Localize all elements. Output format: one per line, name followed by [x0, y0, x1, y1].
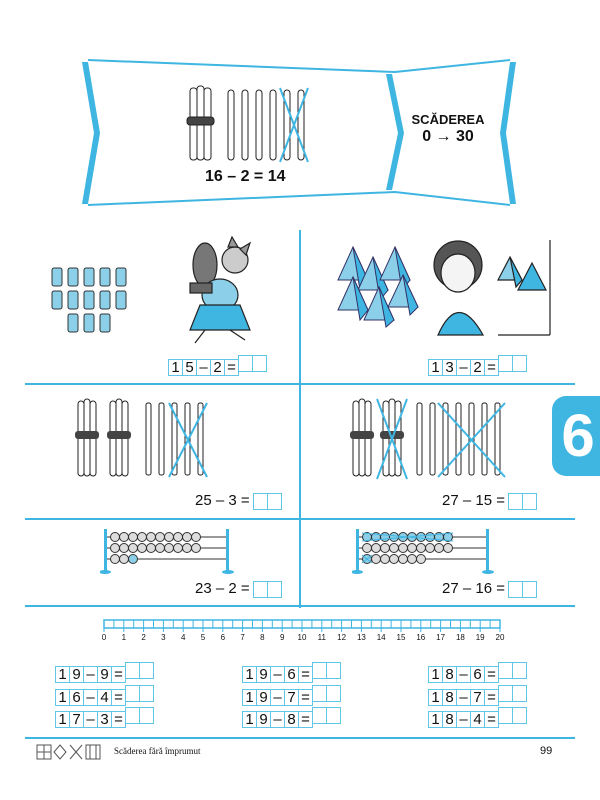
drill-cell: 1 — [55, 666, 70, 683]
exercise-cell: 3 — [442, 359, 457, 376]
drill-cell: = — [484, 689, 499, 706]
exercise-cell: 5 — [182, 359, 197, 376]
number-line-label: 18 — [455, 633, 465, 642]
sticks-27-minus-15-illustration — [345, 395, 525, 485]
drill-cell: – — [83, 711, 98, 728]
drill-cell: 1 — [242, 689, 257, 706]
answer-box[interactable] — [252, 355, 267, 372]
drill-cell: – — [456, 666, 471, 683]
number-line — [100, 618, 510, 634]
exercise-5 — [195, 580, 282, 598]
drill-cell: 8 — [284, 711, 299, 728]
drill-cell: 6 — [470, 666, 485, 683]
drill-exercise — [428, 662, 526, 684]
answer-box[interactable] — [508, 581, 523, 598]
drill-cell: = — [298, 689, 313, 706]
drill-exercise — [55, 707, 153, 729]
drill-cell: 1 — [428, 666, 443, 683]
answer-box[interactable] — [253, 581, 268, 598]
drill-cell: = — [484, 666, 499, 683]
number-line-label: 13 — [356, 633, 366, 642]
answer-box[interactable] — [498, 355, 513, 372]
banner-title: SCĂDEREA — [411, 112, 485, 127]
drill-cell: 7 — [69, 711, 84, 728]
drill-exercise — [242, 662, 340, 684]
drill-cell: 1 — [242, 711, 257, 728]
drill-exercise — [428, 685, 526, 707]
number-line-label: 12 — [337, 633, 347, 642]
answer-box[interactable] — [522, 493, 537, 510]
number-line-label: 6 — [220, 633, 226, 642]
answer-box[interactable] — [512, 707, 527, 724]
exercise-cell: – — [196, 359, 211, 376]
grid-divider-3 — [25, 605, 575, 607]
drill-cell: – — [83, 666, 98, 683]
number-line-label: 11 — [317, 633, 326, 642]
number-line-label: 20 — [495, 633, 505, 642]
answer-box[interactable] — [326, 685, 341, 702]
answer-box[interactable] — [125, 707, 140, 724]
drill-cell: 7 — [470, 689, 485, 706]
exercise-cell: 1 — [428, 359, 443, 376]
number-line-label: 19 — [475, 633, 485, 642]
exercise-cell: 2 — [470, 359, 485, 376]
drill-cell: 1 — [242, 666, 257, 683]
chapter-number: 6 — [561, 402, 595, 469]
answer-box[interactable] — [512, 662, 527, 679]
answer-box[interactable] — [139, 685, 154, 702]
answer-box[interactable] — [139, 662, 154, 679]
page-number: 99 — [540, 745, 553, 757]
drill-cell: 1 — [55, 711, 70, 728]
drill-cell: 6 — [284, 666, 299, 683]
grid-divider-2 — [25, 518, 575, 520]
batteries-and-fox-illustration — [40, 235, 295, 350]
answer-box[interactable] — [125, 662, 140, 679]
exercise-cell: 1 — [168, 359, 183, 376]
number-line-label: 10 — [297, 633, 307, 642]
drill-cell: 7 — [284, 689, 299, 706]
exercise-cell: = — [484, 359, 499, 376]
drill-cell: = — [298, 666, 313, 683]
drill-exercise — [55, 662, 153, 684]
pyramids-and-woman-illustration — [318, 235, 558, 350]
number-line-label: 14 — [376, 633, 386, 642]
drill-cell: – — [456, 711, 471, 728]
number-line-label: 5 — [200, 633, 206, 642]
exercise-3-text: 25 – 3 = — [195, 492, 250, 509]
exercise-3 — [195, 492, 282, 510]
exercise-cell: 2 — [210, 359, 225, 376]
answer-box[interactable] — [312, 707, 327, 724]
exercise-cell: – — [456, 359, 471, 376]
drill-cell: 4 — [97, 689, 112, 706]
exercise-6 — [442, 580, 537, 598]
answer-box[interactable] — [512, 355, 527, 372]
exercise-1 — [168, 355, 266, 377]
grid-divider-1 — [25, 383, 575, 385]
drill-cell: – — [83, 689, 98, 706]
number-line-label: 1 — [121, 633, 127, 642]
number-line-label: 2 — [141, 633, 146, 642]
drill-exercise — [55, 685, 153, 707]
drill-cell: = — [111, 711, 126, 728]
answer-box[interactable] — [125, 685, 140, 702]
answer-box[interactable] — [508, 493, 523, 510]
number-line-label: 9 — [279, 633, 285, 642]
exercise-4 — [442, 492, 537, 510]
answer-box[interactable] — [253, 493, 268, 510]
drill-cell: = — [111, 666, 126, 683]
drill-exercise — [242, 707, 340, 729]
exercise-cell: = — [224, 359, 239, 376]
drill-cell: = — [298, 711, 313, 728]
number-line-label: 3 — [161, 633, 166, 642]
number-line-label: 16 — [416, 633, 426, 642]
loose-sticks-icon — [228, 90, 304, 160]
drill-cell: 6 — [69, 689, 84, 706]
answer-box[interactable] — [312, 662, 327, 679]
drill-cell: 9 — [256, 666, 271, 683]
answer-box[interactable] — [267, 493, 282, 510]
drill-cell: 8 — [442, 689, 457, 706]
footer-ornament-icon — [36, 743, 102, 761]
drill-exercise — [242, 685, 340, 707]
answer-box[interactable] — [238, 355, 253, 372]
exercise-5-text: 23 – 2 = — [195, 580, 250, 597]
exercise-2 — [428, 355, 526, 377]
answer-box[interactable] — [267, 581, 282, 598]
abacus-23-minus-2-icon — [100, 527, 235, 577]
drill-cell: 8 — [442, 711, 457, 728]
drill-exercise — [428, 707, 526, 729]
drill-cell: 9 — [256, 711, 271, 728]
footer-divider — [25, 737, 575, 739]
drill-cell: 9 — [69, 666, 84, 683]
answer-box[interactable] — [312, 685, 327, 702]
grid-divider-vertical — [299, 230, 301, 608]
footer-caption: Scăderea fără împrumut — [114, 746, 201, 756]
drill-cell: 1 — [428, 689, 443, 706]
number-line-label: 7 — [240, 633, 245, 642]
drill-cell: 1 — [55, 689, 70, 706]
drill-cell: 1 — [428, 711, 443, 728]
abacus-27-minus-16-icon — [352, 527, 497, 577]
banner-range: 0 → 30 — [422, 128, 474, 145]
drill-cell: 4 — [470, 711, 485, 728]
drill-cell: 9 — [97, 666, 112, 683]
drill-cell: = — [484, 711, 499, 728]
answer-box[interactable] — [512, 685, 527, 702]
banner-frame — [0, 0, 600, 215]
answer-box[interactable] — [498, 685, 513, 702]
banner-equation: 16 – 2 = 14 — [205, 168, 286, 185]
drill-cell: 8 — [442, 666, 457, 683]
drill-cell: – — [270, 711, 285, 728]
drill-cell: – — [270, 666, 285, 683]
drill-cell: 9 — [256, 689, 271, 706]
drill-cell: = — [111, 689, 126, 706]
drill-cell: 3 — [97, 711, 112, 728]
answer-box[interactable] — [498, 662, 513, 679]
drill-cell: – — [456, 689, 471, 706]
number-line-label: 8 — [260, 633, 265, 642]
answer-box[interactable] — [498, 707, 513, 724]
answer-box[interactable] — [522, 581, 537, 598]
answer-box[interactable] — [139, 707, 154, 724]
number-line-label: 0 — [101, 633, 107, 642]
sticks-25-minus-3-illustration — [70, 395, 230, 485]
drill-cell: – — [270, 689, 285, 706]
answer-box[interactable] — [326, 707, 341, 724]
exercise-6-text: 27 – 16 = — [442, 580, 505, 597]
exercise-4-text: 27 – 15 = — [442, 492, 505, 509]
answer-box[interactable] — [326, 662, 341, 679]
number-line-label: 15 — [396, 633, 406, 642]
stick-bundle-icon — [187, 86, 214, 160]
number-line-label: 4 — [180, 633, 186, 642]
number-line-label: 17 — [436, 633, 446, 642]
